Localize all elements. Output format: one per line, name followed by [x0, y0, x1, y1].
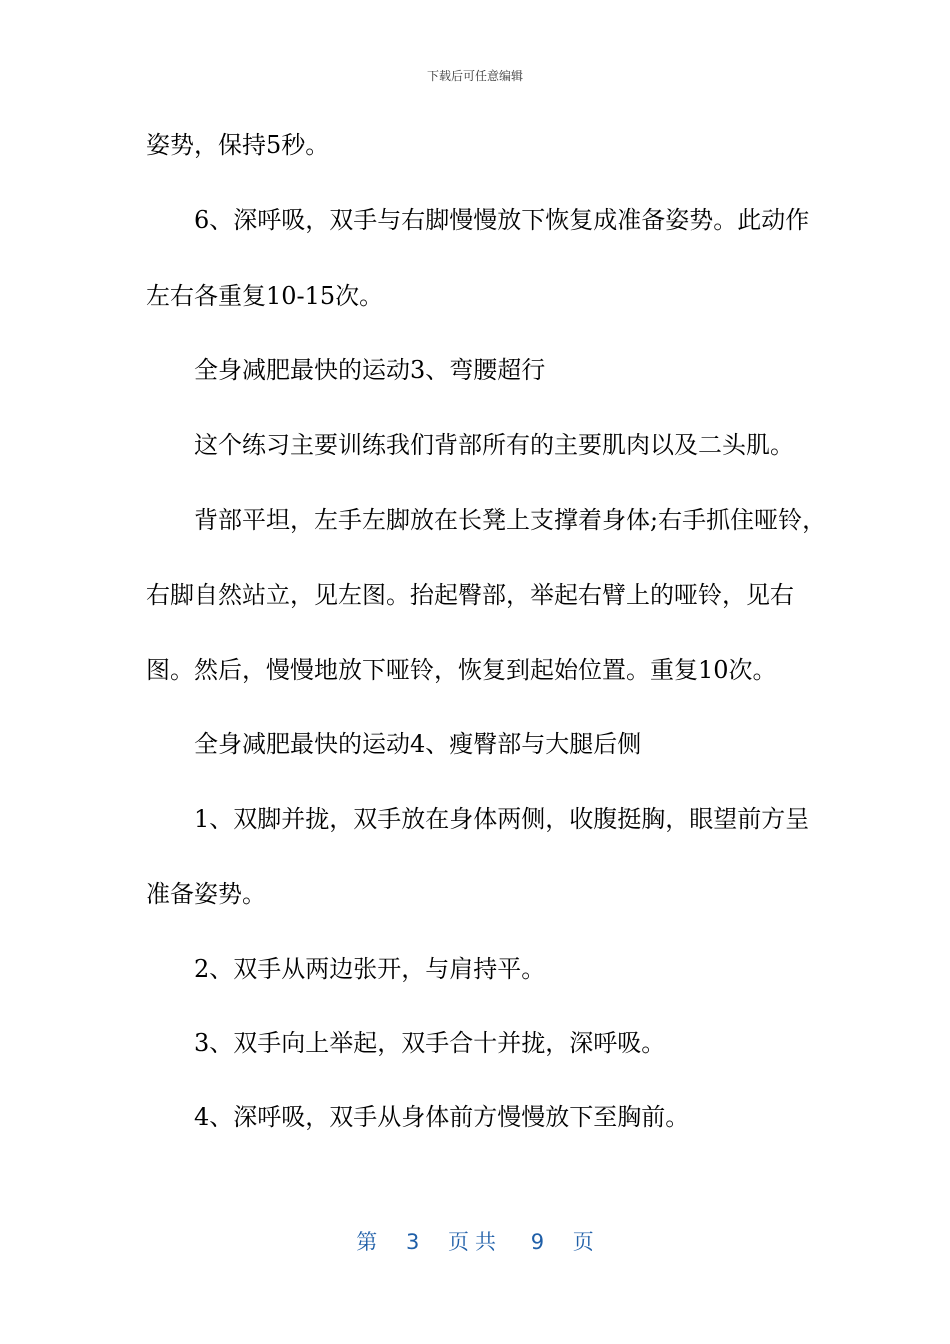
- body-line: 姿势，保持5秒。: [146, 131, 330, 159]
- body-line: 准备姿势。: [146, 880, 266, 908]
- body-line: 图。然后，慢慢地放下哑铃，恢复到起始位置。重复10次。: [146, 656, 777, 684]
- body-line: 2、双手从两边张开，与肩持平。: [194, 955, 546, 983]
- footer-suffix: 页: [572, 1230, 594, 1254]
- section-heading: 全身减肥最快的运动4、瘦臀部与大腿后侧: [194, 730, 642, 758]
- footer-middle: 页共: [448, 1230, 502, 1254]
- body-line: 6、深呼吸，双手与右脚慢慢放下恢复成准备姿势。此动作: [194, 206, 810, 234]
- body-line: 3、双手向上举起，双手合十并拢，深呼吸。: [194, 1029, 666, 1057]
- body-line: 背部平坦，左手左脚放在长凳上支撑着身体;右手抓住哑铃，: [194, 506, 827, 534]
- page-footer: [0, 1226, 950, 1256]
- page-header: 下载后可任意编辑: [426, 69, 523, 83]
- body-line: 左右各重复10-15次。: [146, 282, 384, 310]
- section-heading: 全身减肥最快的运动3、弯腰超行: [194, 356, 546, 384]
- footer-prefix: 第: [356, 1230, 378, 1254]
- body-line: 这个练习主要训练我们背部所有的主要肌肉以及二头肌。: [194, 431, 794, 459]
- footer-page-number: 3: [405, 1230, 420, 1254]
- body-line: 右脚自然站立，见左图。抬起臀部，举起右臂上的哑铃，见右: [146, 581, 794, 609]
- body-line: 1、双脚并拢，双手放在身体两侧，收腹挺胸，眼望前方呈: [194, 805, 810, 833]
- body-line: 4、深呼吸，双手从身体前方慢慢放下至胸前。: [194, 1103, 690, 1131]
- footer-total-pages: 9: [530, 1230, 545, 1254]
